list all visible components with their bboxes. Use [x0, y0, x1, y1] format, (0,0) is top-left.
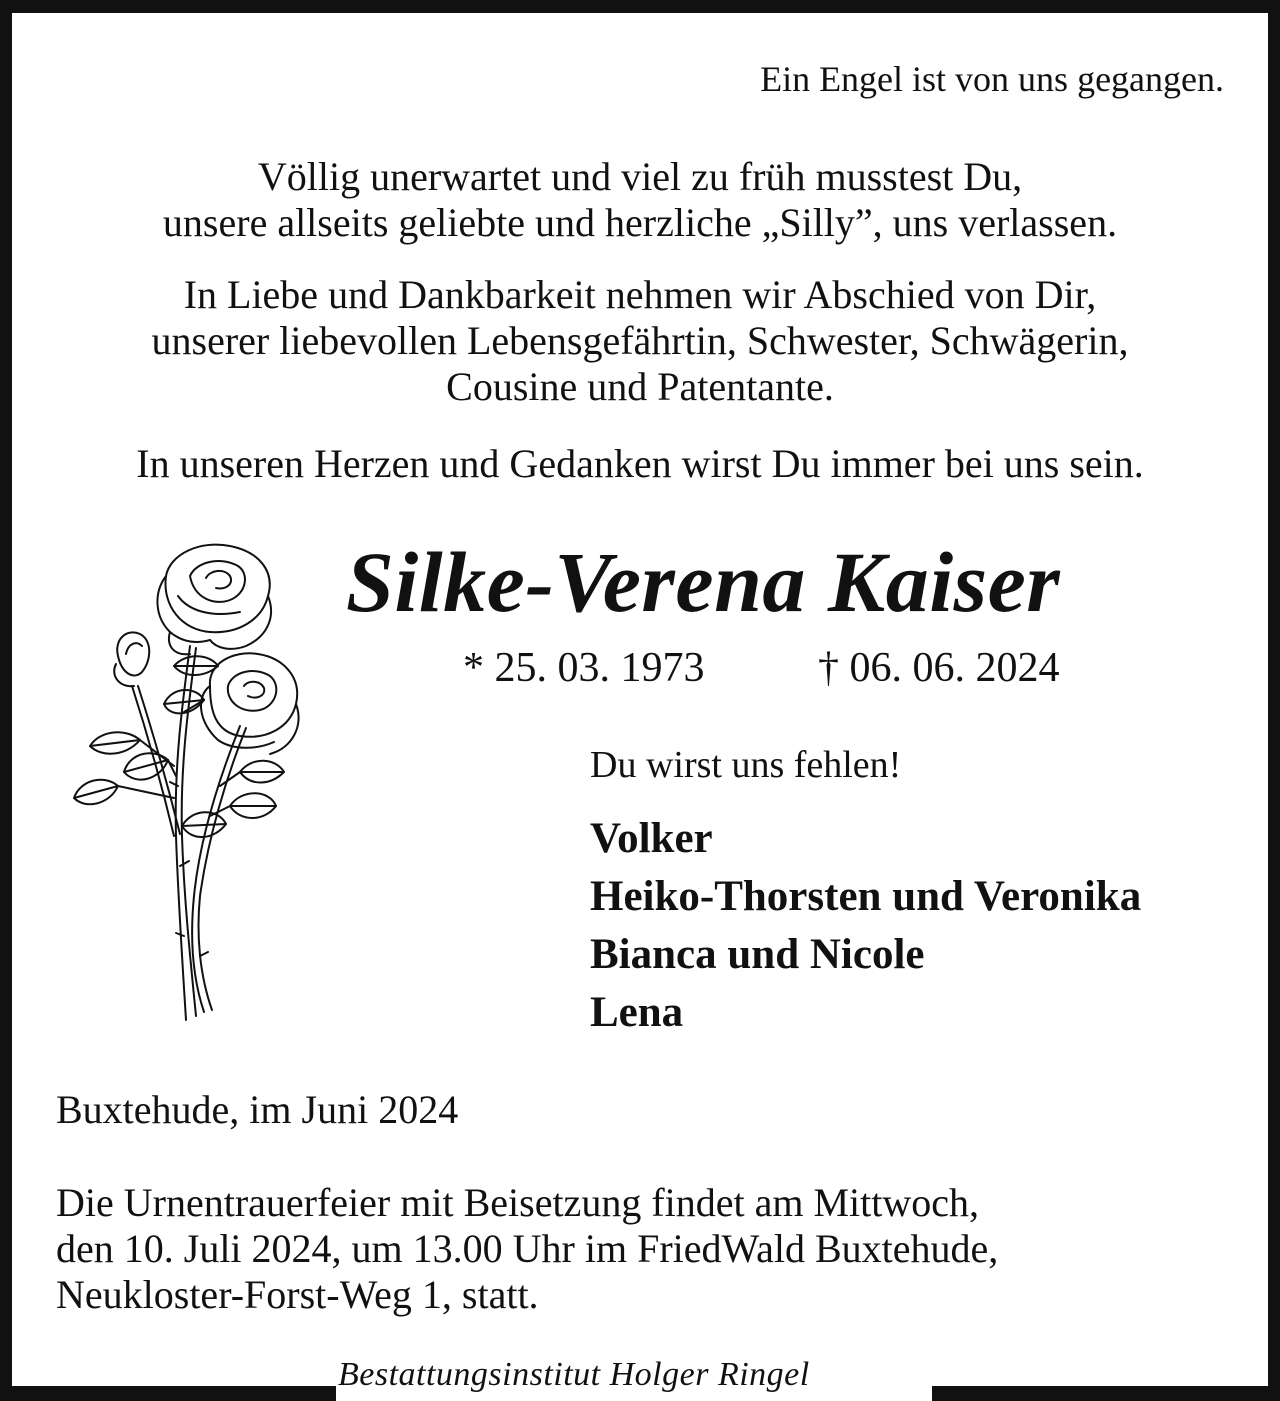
- farewell-line-1: In Liebe und Dankbarkeit nehmen wir Abschied von Dir,: [183, 272, 1097, 317]
- footer-rule-left: [0, 1386, 336, 1401]
- ceremony-line-1: Die Urnentrauerfeier mit Beisetzung findet am Mittwoch,: [56, 1180, 980, 1225]
- death-date: † 06. 06. 2024: [818, 645, 1060, 691]
- intro-paragraph: [40, 154, 1240, 246]
- memory-paragraph: In unseren Herzen und Gedanken wirst Du immer bei uns sein.: [136, 441, 1144, 486]
- farewell-line-3: Cousine und Patentante.: [446, 364, 834, 409]
- epigraph: Ein Engel ist von uns gegangen.: [760, 59, 1224, 99]
- footer-rule-right: [932, 1386, 1280, 1401]
- mourner-name: Heiko-Thorsten und Veronika: [590, 873, 1142, 920]
- mourner-name: Volker: [590, 815, 713, 862]
- ceremony-details: [56, 1180, 1224, 1318]
- ceremony-line-3: Neukloster-Forst-Weg 1, statt.: [56, 1272, 539, 1317]
- mourner-name: Lena: [590, 989, 684, 1036]
- intro-line-2: unsere allseits geliebte und herzliche „Silly”, uns verlassen.: [162, 200, 1118, 245]
- ceremony-line-2: den 10. Juli 2024, um 13.00 Uhr im FriedWald Buxtehude,: [56, 1226, 999, 1271]
- farewell-text: Du wirst uns fehlen!: [590, 744, 902, 786]
- farewell-paragraph: [40, 272, 1240, 410]
- intro-line-1: Völlig unerwartet und viel zu früh musstest Du,: [257, 154, 1023, 199]
- mourners-list: [590, 810, 1141, 1042]
- deceased-name: Silke-Verena Kaiser: [346, 534, 1061, 630]
- place-and-date: Buxtehude, im Juni 2024: [56, 1087, 459, 1132]
- farewell-line-2: unserer liebevollen Lebensgefährtin, Schwester, Schwägerin,: [151, 318, 1129, 363]
- mourner-name: Bianca und Nicole: [590, 931, 925, 978]
- birth-date: * 25. 03. 1973: [463, 645, 705, 691]
- funeral-home: Bestattungsinstitut Holger Ringel: [338, 1356, 810, 1393]
- rose-drawing-icon: [70, 536, 320, 1026]
